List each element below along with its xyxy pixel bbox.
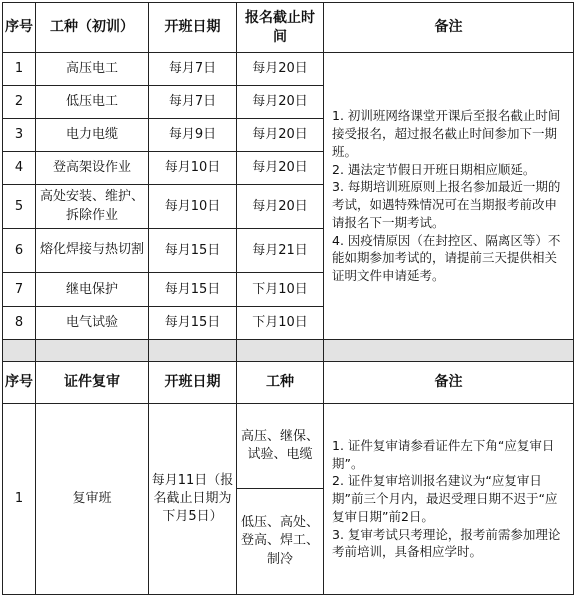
row-no: 8 — [3, 307, 36, 340]
table-row — [3, 53, 574, 86]
row-type: 低压、高处、登高、焊工、制冷 — [237, 489, 324, 595]
row-type: 高处安装、维护、拆除作业 — [36, 185, 149, 229]
remark-item: 4. 因疫情原因（在封控区、隔离区等）不能如期参加考试的，请提前三天提供相关证明文件申请延考。 — [332, 232, 561, 283]
row-deadline: 每月20日 — [237, 119, 324, 152]
header-start: 开班日期 — [149, 362, 237, 404]
header-remarks: 备注 — [324, 3, 574, 53]
row-deadline: 下月10日 — [237, 273, 324, 307]
remark-item: 3. 复审考试只考理论，报考前需参加理论考前培训，具备相应学时。 — [332, 526, 561, 560]
remark-item: 1. 初训班网络课堂开课后至报名截止时间接受报名，超过报名截止时间参加下一期班。 — [332, 108, 561, 159]
remark-item: 1. 证件复审请参看证件左下角“应复审日期”。 — [332, 437, 555, 471]
row-no: 1 — [3, 53, 36, 86]
row-no: 2 — [3, 86, 36, 119]
section2-header-row — [3, 362, 574, 404]
divider-cell — [324, 340, 574, 362]
row-type: 电气试验 — [36, 307, 149, 340]
row-type: 继电保护 — [36, 273, 149, 307]
row-no: 7 — [3, 273, 36, 307]
row-start: 每月10日 — [149, 185, 237, 229]
row-deadline: 每月20日 — [237, 53, 324, 86]
row-start: 每月15日 — [149, 307, 237, 340]
row-deadline: 每月20日 — [237, 86, 324, 119]
header-no: 序号 — [3, 3, 36, 53]
row-start: 每月7日 — [149, 86, 237, 119]
row-start: 每月7日 — [149, 53, 237, 86]
header-deadline: 报名截止时间 — [237, 3, 324, 53]
section-divider-row — [3, 340, 574, 362]
row-cert: 复审班 — [36, 404, 149, 595]
row-deadline: 下月10日 — [237, 307, 324, 340]
divider-cell — [3, 340, 36, 362]
row-no: 5 — [3, 185, 36, 229]
schedule-table — [2, 2, 574, 595]
header-no: 序号 — [3, 362, 36, 404]
row-deadline: 每月20日 — [237, 185, 324, 229]
header-type: 工种 — [237, 362, 324, 404]
table-row — [3, 404, 574, 489]
header-remarks: 备注 — [324, 362, 574, 404]
row-type: 登高架设作业 — [36, 152, 149, 185]
row-start: 每月10日 — [149, 152, 237, 185]
row-deadline: 每月21日 — [237, 229, 324, 273]
divider-cell — [237, 340, 324, 362]
remark-item: 3. 每期培训班原则上报名参加最近一期的考试，如遇特殊情况可在当期报考前改申请报名下一期考试。 — [332, 179, 561, 230]
row-type: 低压电工 — [36, 86, 149, 119]
row-no: 6 — [3, 229, 36, 273]
row-start: 每月15日 — [149, 273, 237, 307]
section1-remarks — [324, 53, 574, 340]
section1-header-row — [3, 3, 574, 53]
row-no: 4 — [3, 152, 36, 185]
row-start: 每月15日 — [149, 229, 237, 273]
header-type: 工种（初训） — [36, 3, 149, 53]
remark-item: 2. 遇法定节假日开班日期相应顺延。 — [332, 161, 536, 177]
header-cert: 证件复审 — [36, 362, 149, 404]
row-type: 高压、继保、试验、电缆 — [237, 404, 324, 489]
row-no: 1 — [3, 404, 36, 595]
section2-remarks — [324, 404, 574, 595]
row-deadline: 每月20日 — [237, 152, 324, 185]
row-start: 每月11日（报名截止日期为下月5日） — [149, 404, 237, 595]
divider-cell — [149, 340, 237, 362]
row-no: 3 — [3, 119, 36, 152]
remark-item: 2. 证件复审培训报名建议为“应复审日期”前三个月内，最迟受理日期不迟于“应复审日期”前2日。 — [332, 473, 558, 524]
row-type: 电力电缆 — [36, 119, 149, 152]
row-start: 每月9日 — [149, 119, 237, 152]
row-type: 高压电工 — [36, 53, 149, 86]
row-type: 熔化焊接与热切割 — [36, 229, 149, 273]
divider-cell — [36, 340, 149, 362]
header-start: 开班日期 — [149, 3, 237, 53]
